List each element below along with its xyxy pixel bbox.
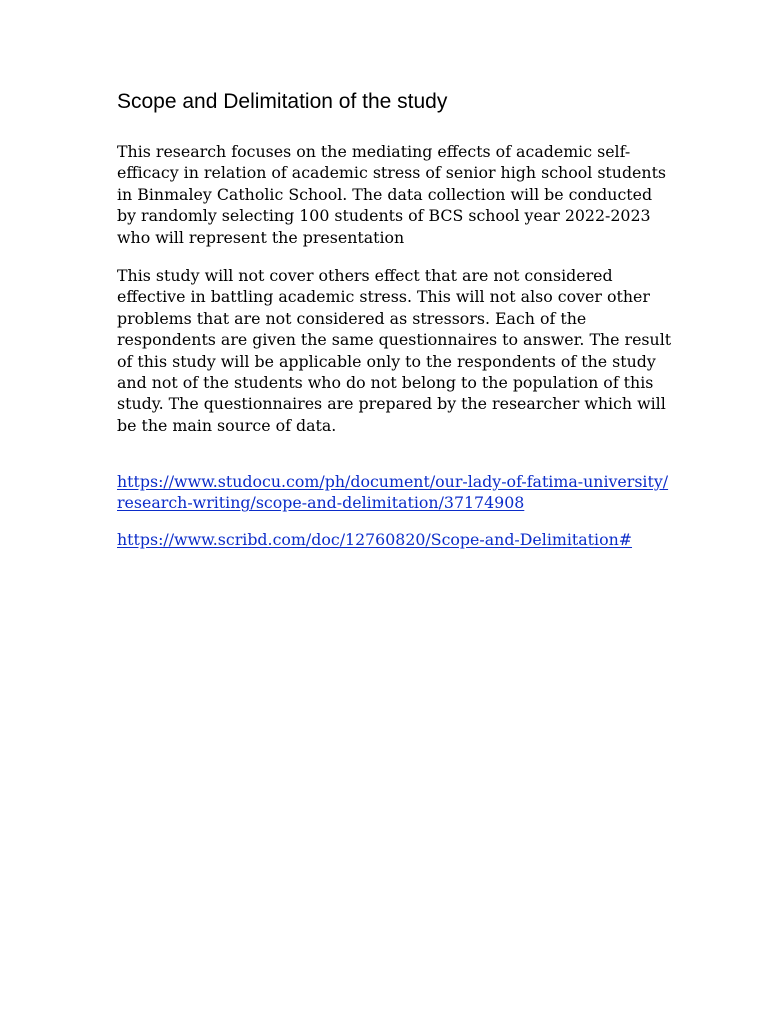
paragraph-line: effective in battling academic stress. This will not also cover other [117,287,650,307]
paragraph-delimitation [117,265,671,436]
paragraph-line: of this study will be applicable only to the respondents of the study [117,351,656,371]
paragraph-scope [117,141,666,248]
link-line[interactable]: https://www.studocu.com/ph/document/our-lady-of-fatima-university/ [117,472,669,491]
page-title: Scope and Delimitation of the study [117,90,448,113]
paragraph-line: This research focuses on the mediating effects of academic self- [117,142,631,161]
link-line[interactable]: https://www.scribd.com/doc/12760820/Scope-and-Delimitation# [117,530,633,549]
reference-link-scribd[interactable] [117,529,632,550]
paragraph-line: problems that are not considered as stressors. Each of the [117,308,587,328]
paragraph-line: who will represent the presentation [117,227,405,247]
reference-link-scribd-block [117,529,632,550]
paragraph-line: and not of the students who do not belong to the population of this [117,373,654,393]
reference-link-studocu-block [117,471,668,514]
reference-link-studocu[interactable] [117,471,668,514]
paragraph-line: study. The questionnaires are prepared by the researcher which will [117,394,666,414]
paragraph-line: by randomly selecting 100 students of BCS school year 2022-2023 [117,206,651,226]
paragraph-line: efficacy in relation of academic stress of senior high school students [117,163,667,183]
link-line[interactable]: research-writing/scope-and-delimitation/37174908 [117,493,525,513]
paragraph-line: respondents are given the same questionnaires to answer. The result [117,330,672,350]
paragraph-line: This study will not cover others effect that are not considered [117,266,613,285]
paragraph-line: in Binmaley Catholic School. The data collection will be conducted [117,184,653,204]
paragraph-line: be the main source of data. [117,415,337,435]
